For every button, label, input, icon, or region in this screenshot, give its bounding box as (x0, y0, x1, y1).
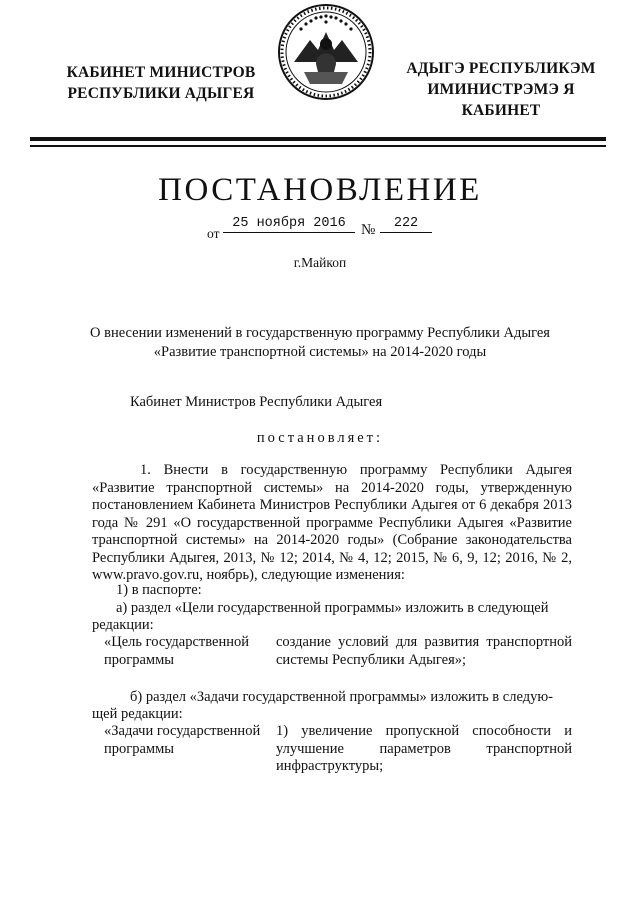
item-b: б) раздел «Задачи государственной программы» изложить в следую- (130, 689, 553, 705)
item-a-cont: редакции: (92, 617, 154, 633)
header-right (394, 58, 608, 121)
subject-line2: «Развитие транспортной системы» на 2014-2020 годы (153, 344, 487, 360)
subject-line1: О внесении изменений в государственную программу Республики Адыгея (90, 325, 550, 341)
subject (60, 324, 580, 362)
header-left-line1: КАБИНЕТ МИНИСТРОВ (66, 64, 256, 81)
table-a-left: «Цель государственной программы (104, 634, 249, 668)
table-b-right: 1) увеличение пропускной способности и улучшение параметров транспортной инфраструктуры; (276, 723, 572, 774)
header-right-line2: ИМИНИСТРЭМЭ Я КАБИНЕТ (427, 81, 575, 119)
paragraph-1: 1. Внести в государственную программу Республики Адыгея «Развитие транспортной системы» на 2014-2020 годы, утвержденную постановлением Кабинета Министров Республики Адыгея от 6 декабря 2013 года № 291 «О государственной программе Республики Адыгея «Развитие транспортной системы» на 2014-2020 годы» (Собрание законодательства Республики Адыгея, 2013, № 12; 2014, № 4, 12; 2015, № 6, 9, 12; 2016, № 2, www.pravo.gov.ru, ноябрь), следующие изменения: (92, 462, 572, 583)
date-label: от (207, 226, 220, 241)
decrees-word: постановляет: (256, 430, 384, 446)
coat-of-arms-icon (276, 2, 376, 102)
item-a: а) раздел «Цели государственной программы» изложить в следующей (116, 600, 549, 616)
header-right-line1: АДЫГЭ РЕСПУБЛИКЭМ (406, 60, 596, 77)
header-rule-thin (30, 145, 606, 147)
table-a-right: создание условий для развития транспортной системы Республики Адыгея»; (276, 634, 572, 668)
table-b-left: «Задачи государственной программы (104, 723, 261, 757)
item-1: 1) в паспорте: (116, 582, 202, 598)
header-left (66, 62, 256, 104)
number-value: 222 (380, 216, 432, 233)
date-value: 25 ноября 2016 (223, 216, 355, 233)
item-b-cont: щей редакции: (92, 706, 183, 722)
header-left-line2: РЕСПУБЛИКИ АДЫГЕЯ (67, 85, 255, 102)
number-label: № (361, 222, 376, 238)
city: г.Майкоп (293, 255, 347, 270)
header-rule-thick (30, 137, 606, 141)
document-title: ПОСТАНОВЛЕНИЕ (158, 172, 482, 208)
cabinet-statement: Кабинет Министров Республики Адыгея (130, 394, 383, 410)
